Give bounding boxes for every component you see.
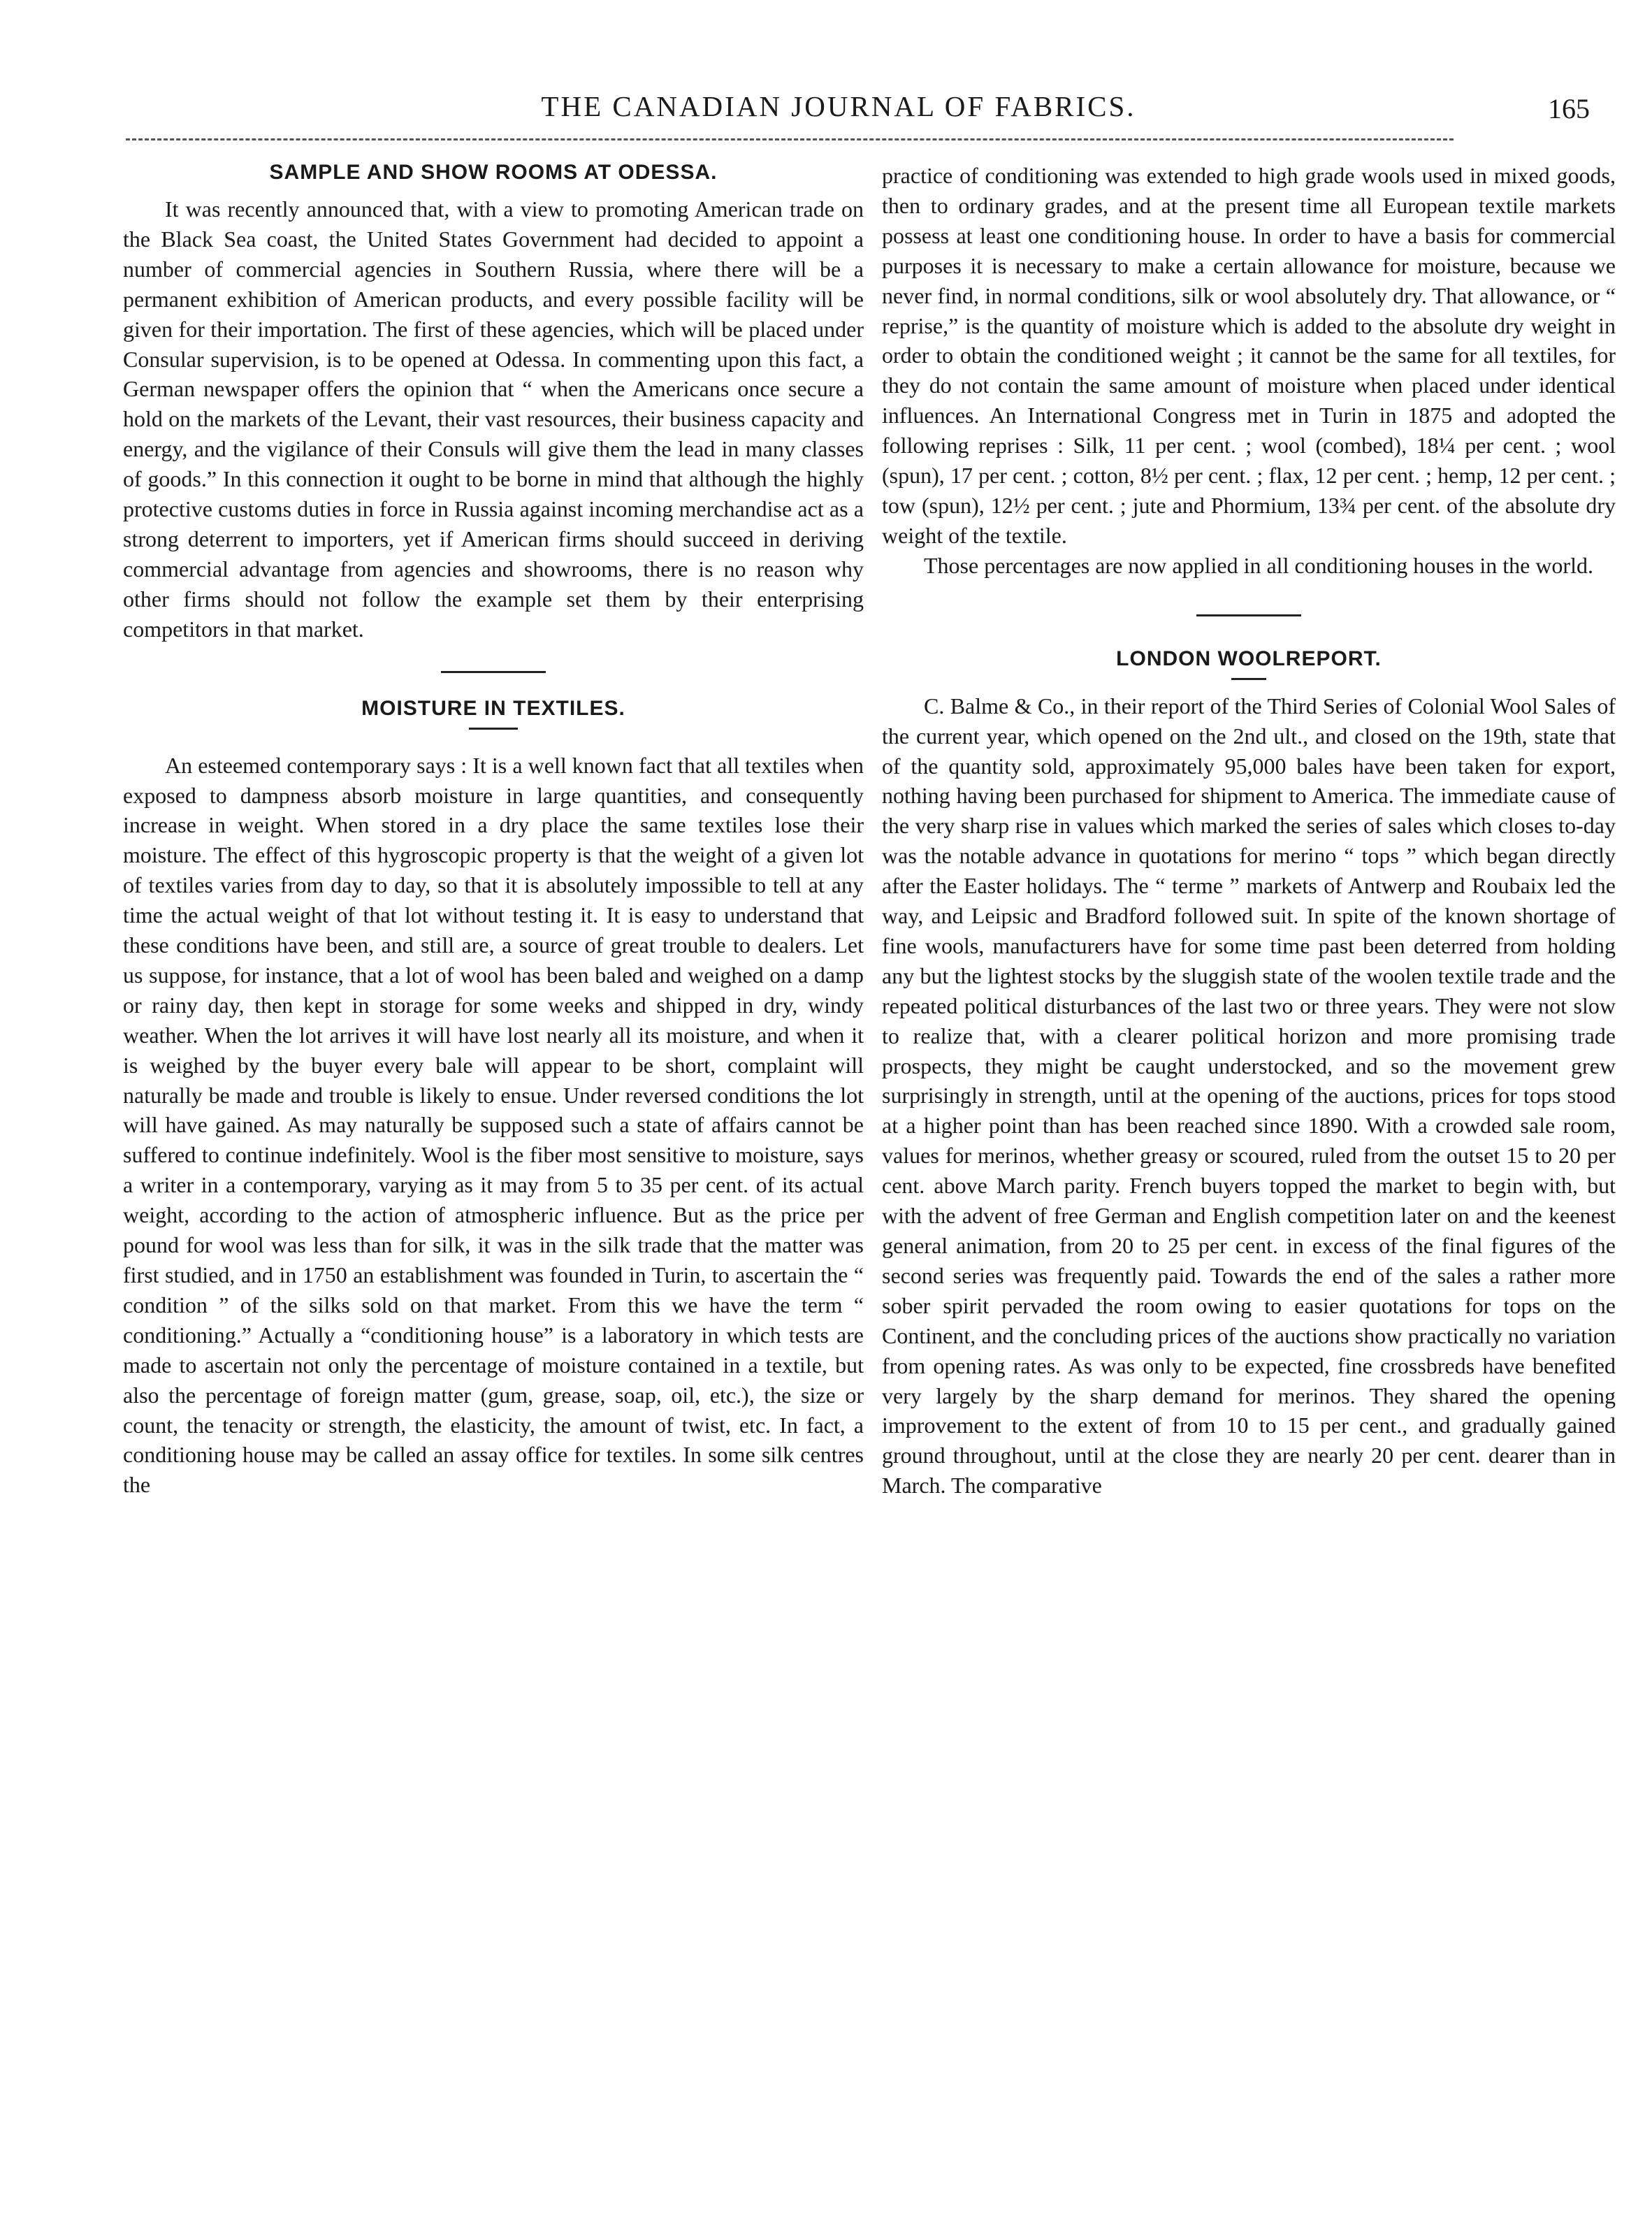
section-title-odessa: SAMPLE AND SHOW ROOMS AT ODESSA. (269, 161, 718, 184)
woolreport-paragraph: C. Balme & Co., in their report of the Third Series of Colonial Wool Sales of the current year, which opened on the 2nd ult., and closed on the 19th, state that of the quantity sold, approximately 95,000 bales have been taken for export, nothing having been purchased for shipment to America. The immediate cause of the very sharp rise in values which marked the series of sales which closes to-day was the notable advance in quotations for merino “ tops ” which began directly after the Easter holidays. The “ terme ” markets of Antwerp and Roubaix led the way, and Leipsic and Bradford followed suit. In spite of the known shortage of fine wools, manufacturers have for some time past been deterred from holding any but the lightest stocks by the sluggish state of the woolen textile trade and the repeated political disturbances of the last two or three years. They were not slow to realize that, with a clearer political horizon and more promising trade prospects, they might be caught understocked, and so the movement grew surprisingly in strength, until at the opening of the auctions, prices for tops stood at a higher point than has been reached since 1890. With a crowded sale room, values for merinos, whether greasy or scoured, ruled from the outset 15 to 20 per cent. above March parity. French buyers topped the market to begin with, but with the advent of free German and English competition later on and the keenest general animation, from 20 to 25 per cent. in excess of the final figures of the second series was frequently paid. Towards the end of the sales a rather more sober spirit pervaded the room owing to easier quotations for tops on the Continent, and the concluding prices of the auctions show practically no variation from opening rates. As was only to be expected, fine crossbreds have benefited very largely by the sharp demand for merinos. They shared the opening improvement to the extent of from 10 to 15 per cent., and gradually gained ground throughout, until at the close they are nearly 20 per cent. dearer than in March. The comparative (882, 693, 1616, 1499)
running-title: THE CANADIAN JOURNAL OF FABRICS. (541, 90, 1136, 122)
right-column (882, 161, 1616, 1501)
section-title-moisture: MOISTURE IN TEXTILES. (361, 696, 625, 720)
title-rule (469, 728, 518, 730)
moisture-continued-paragraph: practice of conditioning was extended to high grade wools used in mixed goods, then to ordinary grades, and at the present time all European textile markets possess at least one conditioning house. In order to have a basis for commercial purposes it is necessary to make a certain allowance for moisture, because we never find, in normal conditions, silk or wool absolutely dry. That allowance, or “ reprise,” is the quantity of moisture which is added to the absolute dry weight in order to obtain the conditioned weight ; it cannot be the same for all textiles, for they do not contain the same amount of moisture when placed under identical influences. An International Congress met in Turin in 1875 and adopted the following reprises : Silk, 11 per cent. ; wool (combed), 18¼ per cent. ; wool (spun), 17 per cent. ; cotton, 8½ per cent. ; flax, 12 per cent. ; hemp, 12 per cent. ; tow (spun), 12½ per cent. ; jute and Phormium, 13¾ per cent. of the absolute dry weight of the textile. (882, 163, 1616, 548)
section-divider (1196, 614, 1301, 616)
section-divider (441, 671, 546, 673)
moisture-paragraph: An esteemed contemporary says : It is a well known fact that all textiles when exposed to dampness absorb moisture in large quantities, and consequently increase in weight. When stored in a dry place the same textiles lose their moisture. The effect of this hygroscopic property is that the weight of a given lot of textiles varies from day to day, so that it is absolutely impossible to tell at any time the actual weight of that lot without testing it. It is easy to understand that these conditions have been, and still are, a source of great trouble to dealers. Let us suppose, for instance, that a lot of wool has been baled and weighed on a damp or rainy day, then kept in storage for some weeks and shipped in dry, windy weather. When the lot arrives it will have lost nearly all its moisture, and when it is weighed by the buyer every bale will appear to be short, complaint will naturally be made and trouble is likely to ensue. Under reversed conditions the lot will have gained. As may naturally be supposed such a state of affairs cannot be suffered to continue indefinitely. Wool is the fiber most sensitive to moisture, says a writer in a contemporary, varying as it may from 5 to 35 per cent. of its actual weight, according to the action of atmospheric influence. But as the price per pound for wool was less than for silk, it was in the silk trade that the matter was first studied, and in 1750 an establishment was founded in Turin, to ascertain the “ condition ” of the silks sold on that market. From this we have the term “ conditioning.” Actually a “conditioning house” is a laboratory in which tests are made to ascertain not only the percentage of moisture contained in a textile, but also the percentage of foreign matter (gum, grease, soap, oil, etc.), the size or count, the tenacity or strength, the elasticity, the amount of twist, etc. In fact, a conditioning house may be called an assay office for textiles. In some silk centres the (123, 752, 864, 1498)
header-rule (126, 138, 1454, 140)
title-rule (1231, 678, 1266, 680)
section-title-woolreport: LONDON WOOLREPORT. (1116, 647, 1382, 670)
page-number: 165 (1548, 93, 1590, 124)
moisture-closing-paragraph: Those percentages are now applied in all conditioning houses in the world. (924, 552, 1593, 578)
odessa-paragraph: It was recently announced that, with a view to promoting American trade on the Black Sea coast, the United States Government had decided to appoint a number of commercial agencies in Southern Russia, where there will be a permanent exhibition of American products, and every possible facility will be given for their importation. The first of these agencies, which will be placed under Consular supervision, is to be opened at Odessa. In commenting upon this fact, a German newspaper offers the opinion that “ when the Americans once secure a hold on the markets of the Levant, their vast resources, their business capacity and energy, and the vigilance of their Consuls will give them the lead in many classes of goods.” In this connection it ought to be borne in mind that although the highly protective customs duties in force in Russia against incoming merchandise act as a strong deterrent to importers, yet if American firms should succeed in deriving commercial advantage from agencies and showrooms, there is no reason why other firms should not follow the example set them by their enterprising competitors in that market. (123, 196, 864, 642)
left-column (123, 161, 864, 1500)
